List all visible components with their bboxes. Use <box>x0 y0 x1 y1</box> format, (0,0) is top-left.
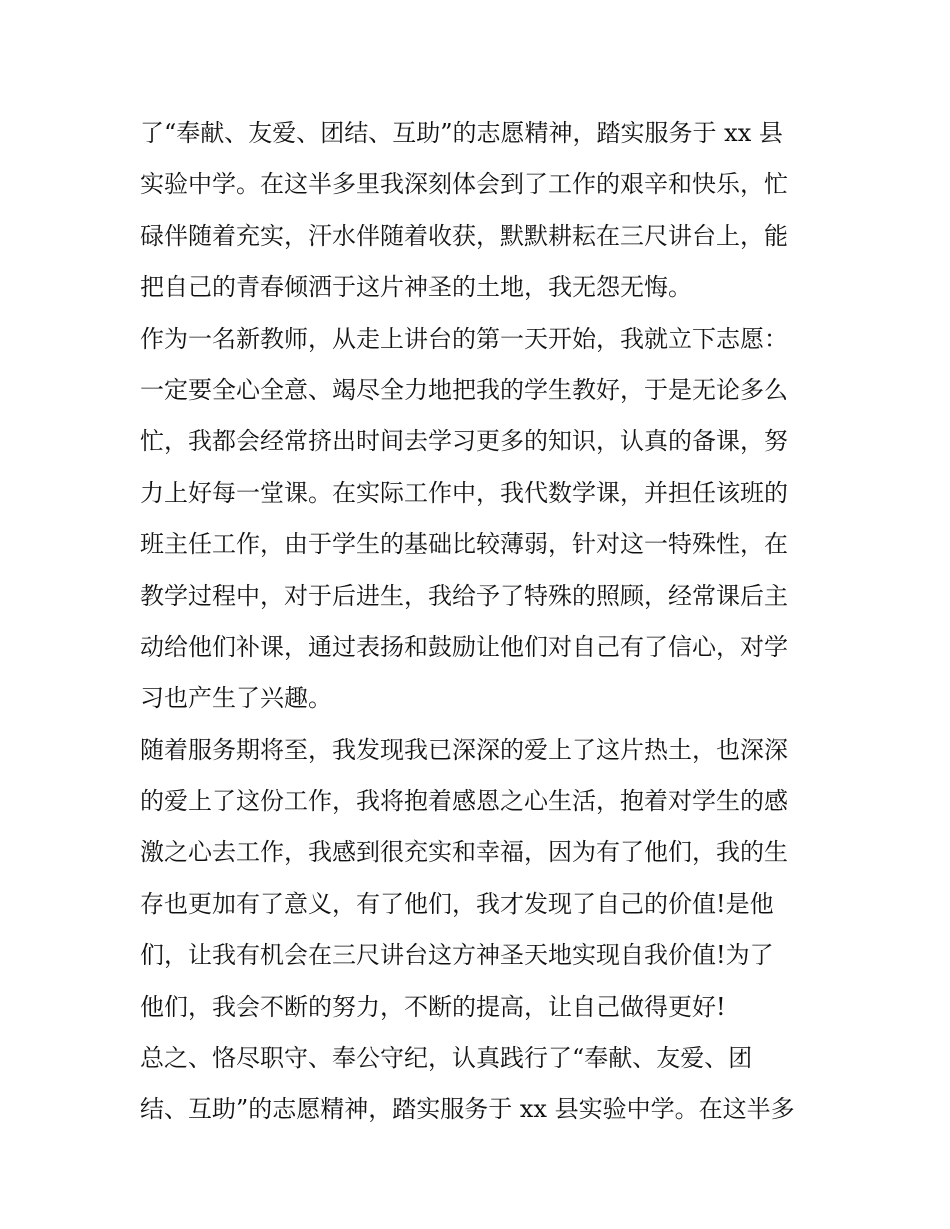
text-line-8: 力上好每一堂课。在实际工作中，我代数学课，并担任该班的 <box>140 478 788 507</box>
text-line-17: 们，让我有机会在三尺讲台这方神圣天地实现自我价值!为了 <box>140 941 774 970</box>
text-line-19: 总之、恪尽职守、奉公守纪，认真践行了“奉献、友爱、团 <box>140 1044 753 1073</box>
text-line-6: 一定要全心全意、竭尽全力地把我的学生教好，于是无论多么 <box>140 375 788 404</box>
text-line-11: 动给他们补课，通过表扬和鼓励让他们对自己有了信心，对学 <box>140 632 788 661</box>
text-line-10: 教学过程中，对于后进生，我给予了特殊的照顾，经常课后主 <box>140 581 788 610</box>
text-line-9: 班主任工作，由于学生的基础比较薄弱，针对这一特殊性，在 <box>140 530 788 559</box>
text-line-13: 随着服务期将至，我发现我已深深的爱上了这片热土，也深深 <box>140 735 788 764</box>
text-line-16: 存也更加有了意义，有了他们，我才发现了自己的价值!是他 <box>140 889 774 918</box>
text-line-18: 他们，我会不断的努力，不断的提高，让自己做得更好! <box>140 992 726 1021</box>
text-line-1: 了“奉献、友爱、团结、互助”的志愿精神，踏实服务于 xx 县 <box>140 119 783 147</box>
text-line-2: 实验中学。在这半多里我深刻体会到了工作的艰辛和快乐，忙 <box>140 170 788 199</box>
text-line-4: 把自己的青春倾洒于这片神圣的土地，我无怨无悔。 <box>140 273 692 302</box>
text-line-7: 忙，我都会经常挤出时间去学习更多的知识，认真的备课，努 <box>140 427 788 456</box>
text-line-14: 的爱上了这份工作，我将抱着感恩之心生活，抱着对学生的感 <box>140 787 788 816</box>
text-line-20: 结、互助”的志愿精神，踏实服务于 xx 县实验中学。在这半多 <box>140 1095 795 1124</box>
text-line-5: 作为一名新教师，从走上讲台的第一天开始，我就立下志愿： <box>140 324 788 353</box>
text-line-15: 激之心去工作，我感到很充实和幸福，因为有了他们，我的生 <box>140 838 788 867</box>
text-line-3: 碌伴随着充实，汗水伴随着收获，默默耕耘在三尺讲台上，能 <box>140 221 788 250</box>
body-text <box>140 108 830 1136</box>
text-line-12: 习也产生了兴趣。 <box>140 684 332 713</box>
